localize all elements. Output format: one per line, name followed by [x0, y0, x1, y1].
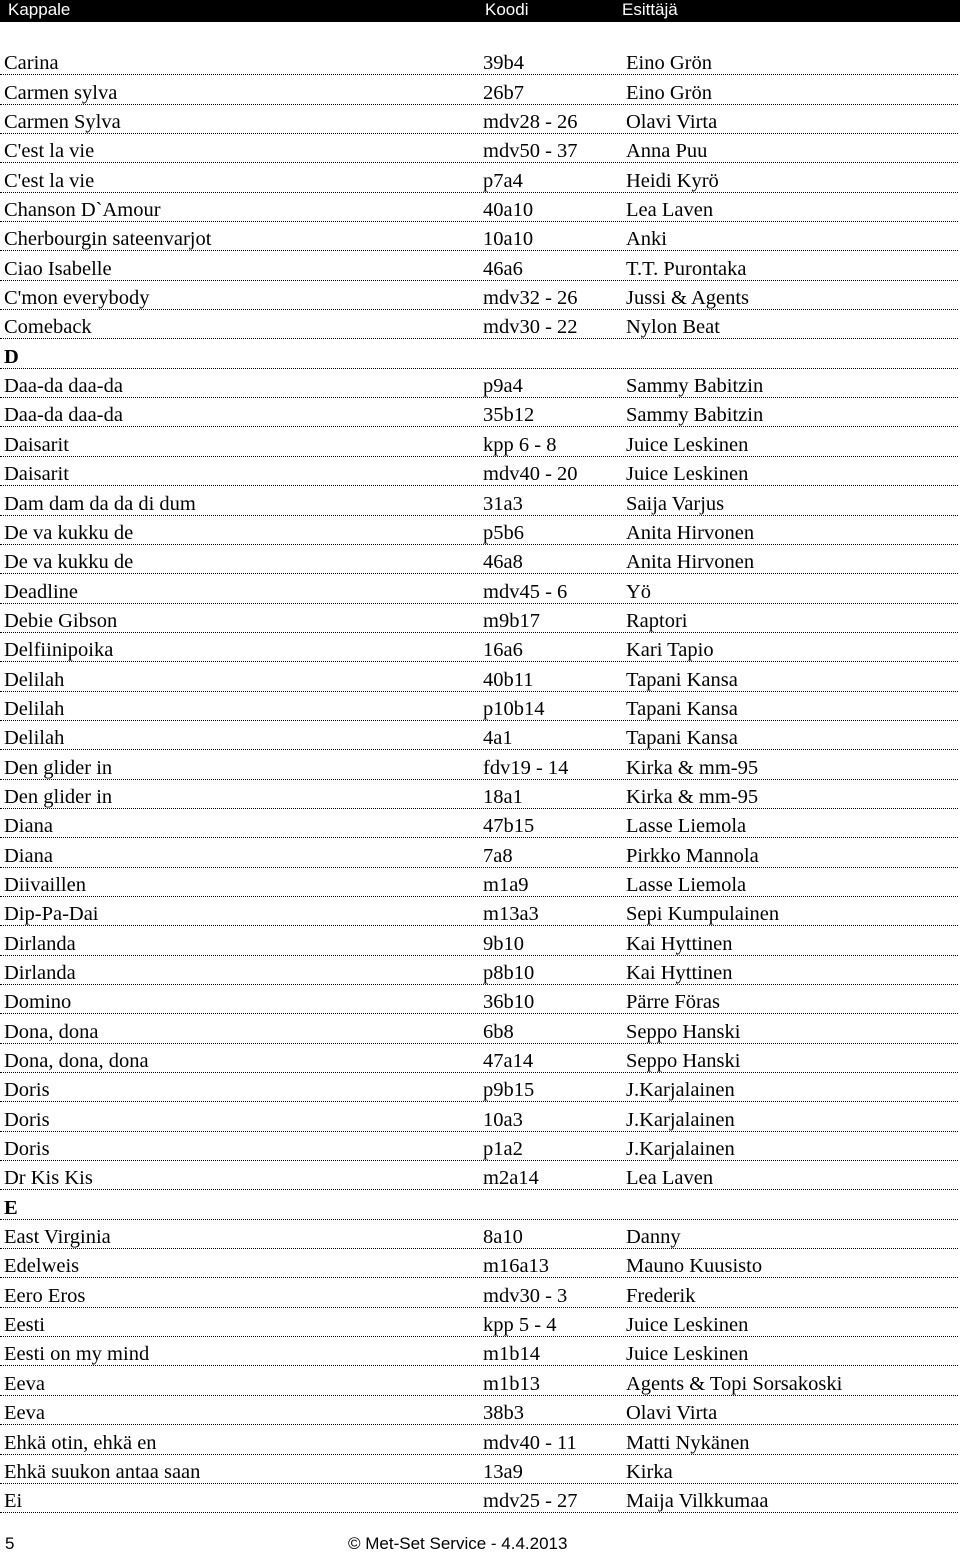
code-cell: p9a4	[483, 375, 523, 398]
artist-cell: Agents & Topi Sorsakoski	[626, 1372, 843, 1395]
song-cell: Ciao Isabelle	[4, 257, 112, 280]
table-row	[0, 1073, 958, 1102]
code-cell: 39b4	[483, 52, 524, 75]
table-row	[0, 457, 958, 486]
table-row	[0, 105, 958, 134]
song-cell: Den glider in	[4, 756, 113, 779]
code-cell: m2a14	[483, 1167, 539, 1190]
song-cell: Delilah	[4, 727, 65, 750]
table-row	[0, 809, 958, 838]
song-cell: Dona, dona, dona	[4, 1050, 149, 1073]
artist-cell: Kirka & mm-95	[626, 785, 759, 808]
artist-cell: Kai Hyttinen	[626, 962, 733, 984]
table-row	[0, 398, 958, 427]
code-cell: kpp 5 - 4	[483, 1314, 557, 1337]
artist-cell: Anna Puu	[626, 140, 708, 163]
code-cell: 13a9	[483, 1460, 523, 1483]
code-cell: m1a9	[483, 873, 529, 896]
code-cell: 8a10	[483, 1226, 523, 1249]
song-cell: Doris	[4, 1079, 50, 1102]
song-cell: Domino	[4, 991, 72, 1014]
table-row	[0, 721, 958, 750]
song-cell: Diana	[4, 844, 53, 867]
song-cell: Carmen Sylva	[4, 111, 121, 134]
code-cell: 46a6	[483, 257, 523, 280]
song-cell: Ei	[4, 1490, 23, 1513]
song-cell: Comeback	[4, 316, 92, 339]
artist-cell: Lea Laven	[626, 199, 714, 222]
artist-cell: Kari Tapio	[626, 639, 714, 662]
artist-cell: Yö	[626, 580, 652, 603]
table-row	[0, 1337, 958, 1366]
song-cell: Daisarit	[4, 433, 69, 456]
artist-cell: Seppo Hanski	[626, 1020, 741, 1043]
code-cell: 35b12	[483, 404, 535, 427]
song-cell: Dam dam da da di dum	[4, 492, 196, 515]
song-cell: Eesti on my mind	[4, 1343, 150, 1366]
song-cell: Daa-da daa-da	[4, 375, 123, 398]
artist-cell: Kirka	[626, 1460, 673, 1483]
code-cell: m16a13	[483, 1255, 550, 1278]
song-cell: Diana	[4, 815, 53, 838]
artist-cell: Pärre Föras	[626, 991, 720, 1014]
artist-cell: Sepi Kumpulainen	[626, 903, 780, 926]
table-row	[0, 222, 958, 251]
table-row	[0, 1132, 958, 1161]
table-row	[0, 662, 958, 691]
song-cell: De va kukku de	[4, 521, 134, 544]
column-header-bar	[0, 0, 960, 22]
artist-cell: Juice Leskinen	[626, 1314, 749, 1337]
artist-cell: Kirka & mm-95	[626, 756, 759, 779]
song-cell: Debie Gibson	[4, 609, 118, 632]
code-cell: p10b14	[483, 697, 545, 720]
song-cell: Eero Eros	[4, 1284, 86, 1307]
artist-cell: Sammy Babitzin	[626, 404, 764, 427]
table-row	[0, 1220, 958, 1249]
table-row	[0, 604, 958, 633]
table-row	[0, 545, 958, 574]
song-cell: C'mon everybody	[4, 287, 150, 310]
artist-cell: Tapani Kansa	[626, 727, 738, 750]
table-row	[0, 1366, 958, 1395]
code-cell: 10a10	[483, 228, 534, 251]
artist-cell: Jussi & Agents	[626, 287, 750, 310]
song-cell: D	[4, 345, 19, 368]
song-cell: Deadline	[4, 580, 78, 603]
table-row	[0, 692, 958, 721]
song-cell: Dirlanda	[4, 932, 76, 955]
song-cell: Eesti	[4, 1314, 45, 1337]
artist-cell: Anki	[626, 228, 667, 251]
song-cell: Cherbourgin sateenvarjot	[4, 228, 212, 251]
code-cell: mdv30 - 3	[483, 1284, 568, 1307]
table-row	[0, 780, 958, 809]
song-cell: Carina	[4, 52, 59, 75]
table-row	[0, 1278, 958, 1307]
code-cell: mdv28 - 26	[483, 111, 578, 134]
table-row	[0, 75, 958, 104]
artist-cell: Lasse Liemola	[626, 815, 747, 838]
table-row	[0, 281, 958, 310]
table-row	[0, 1425, 958, 1454]
code-cell: 36b10	[483, 991, 535, 1014]
code-cell: m1b14	[483, 1343, 540, 1366]
table-row	[0, 633, 958, 662]
section-heading-row	[0, 339, 958, 368]
table-row	[0, 1455, 958, 1484]
copyright-text: © Met-Set Service - 4.4.2013	[348, 1534, 568, 1553]
song-cell: Ehkä suukon antaa saan	[4, 1460, 201, 1483]
artist-cell: Juice Leskinen	[626, 463, 749, 486]
table-row	[0, 926, 958, 955]
code-cell: 18a1	[483, 785, 523, 808]
artist-cell: Olavi Virta	[626, 1402, 718, 1425]
code-cell: 26b7	[483, 81, 524, 104]
code-cell: mdv40 - 20	[483, 463, 578, 486]
song-cell: Delfiinipoika	[4, 639, 114, 662]
song-cell: Dip-Pa-Dai	[4, 903, 99, 926]
code-cell: 47b15	[483, 815, 535, 838]
artist-cell: T.T. Purontaka	[626, 257, 747, 280]
code-cell: mdv45 - 6	[483, 580, 568, 603]
song-cell: Diivaillen	[4, 873, 86, 896]
artist-cell: Sammy Babitzin	[626, 375, 764, 398]
code-cell: mdv30 - 22	[483, 316, 578, 339]
artist-cell: Pirkko Mannola	[626, 844, 759, 867]
table-row	[0, 1249, 958, 1278]
song-cell: Edelweis	[4, 1255, 80, 1278]
artist-cell: Anita Hirvonen	[626, 551, 755, 574]
artist-cell: Saija Varjus	[626, 492, 725, 515]
artist-cell: Juice Leskinen	[626, 433, 749, 456]
table-row	[0, 750, 958, 779]
code-cell: 9b10	[483, 932, 524, 955]
table-row	[0, 1484, 958, 1513]
code-cell: p9b15	[483, 1079, 535, 1102]
table-row	[0, 574, 958, 603]
code-cell: m9b17	[483, 609, 540, 632]
song-cell: Dona, dona	[4, 1020, 99, 1043]
song-cell: Dirlanda	[4, 962, 76, 984]
code-cell: p8b10	[483, 962, 535, 984]
song-cell: Dr Kis Kis	[4, 1167, 93, 1190]
artist-cell: Frederik	[626, 1284, 696, 1307]
code-cell: 10a3	[483, 1108, 523, 1131]
code-cell: p7a4	[483, 169, 523, 192]
code-cell: 6b8	[483, 1020, 514, 1043]
song-cell: East Virginia	[4, 1226, 111, 1249]
artist-cell: Raptori	[626, 609, 688, 632]
artist-cell: Lasse Liemola	[626, 873, 747, 896]
code-cell: m1b13	[483, 1372, 540, 1395]
artist-cell: J.Karjalainen	[626, 1108, 735, 1131]
table-row	[0, 310, 958, 339]
song-cell: Chanson D`Amour	[4, 199, 161, 222]
song-cell: Den glider in	[4, 785, 113, 808]
artist-cell: Olavi Virta	[626, 111, 718, 134]
code-cell: mdv50 - 37	[483, 140, 578, 163]
artist-cell: Matti Nykänen	[626, 1431, 750, 1454]
table-row	[0, 1044, 958, 1073]
artist-cell: Mauno Kuusisto	[626, 1255, 763, 1278]
code-cell: 40b11	[483, 668, 534, 691]
code-cell: kpp 6 - 8	[483, 433, 557, 456]
song-cell: Daa-da daa-da	[4, 404, 123, 427]
table-row	[0, 134, 958, 163]
table-row	[0, 1308, 958, 1337]
song-cell: C'est la vie	[4, 169, 95, 192]
code-cell: 47a14	[483, 1050, 534, 1073]
song-cell: Eeva	[4, 1372, 45, 1395]
code-cell: 16a6	[483, 639, 523, 662]
header-code: Koodi	[485, 0, 529, 19]
code-cell: p1a2	[483, 1138, 523, 1161]
table-row	[0, 369, 958, 398]
table-row	[0, 897, 958, 926]
artist-cell: Eino Grön	[626, 81, 712, 104]
song-cell: C'est la vie	[4, 140, 95, 163]
song-cell: Daisarit	[4, 463, 69, 486]
table-row	[0, 516, 958, 545]
artist-cell: Tapani Kansa	[626, 668, 738, 691]
code-cell: fdv19 - 14	[483, 756, 569, 779]
artist-cell: Tapani Kansa	[626, 697, 738, 720]
artist-cell: Lea Laven	[626, 1167, 714, 1190]
code-cell: p5b6	[483, 521, 524, 544]
artist-cell: J.Karjalainen	[626, 1079, 735, 1102]
table-row	[0, 1396, 958, 1425]
table-row	[0, 193, 958, 222]
song-cell: Eeva	[4, 1402, 45, 1425]
artist-cell: Kai Hyttinen	[626, 932, 733, 955]
song-table	[0, 46, 958, 1513]
header-song: Kappale	[8, 0, 71, 19]
artist-cell: Eino Grön	[626, 52, 712, 75]
song-cell: E	[4, 1196, 18, 1219]
table-row	[0, 486, 958, 515]
code-cell: mdv25 - 27	[483, 1490, 578, 1513]
song-cell: De va kukku de	[4, 551, 134, 574]
table-row	[0, 1161, 958, 1190]
table-row	[0, 1014, 958, 1043]
song-cell: Ehkä otin, ehkä en	[4, 1431, 157, 1454]
code-cell: 40a10	[483, 199, 534, 222]
song-cell: Doris	[4, 1108, 50, 1131]
page-number: 5	[5, 1534, 15, 1553]
code-cell: 38b3	[483, 1402, 524, 1425]
table-row	[0, 868, 958, 897]
table-row	[0, 985, 958, 1014]
artist-cell: Anita Hirvonen	[626, 521, 755, 544]
artist-cell: J.Karjalainen	[626, 1138, 735, 1161]
table-row	[0, 1102, 958, 1131]
table-row	[0, 251, 958, 280]
code-cell: 4a1	[483, 727, 513, 750]
table-row	[0, 956, 958, 985]
artist-cell: Nylon Beat	[626, 316, 720, 339]
table-row	[0, 838, 958, 867]
code-cell: 46a8	[483, 551, 523, 574]
song-cell: Delilah	[4, 697, 65, 720]
artist-cell: Heidi Kyrö	[626, 169, 719, 192]
header-artist: Esittäjä	[622, 0, 678, 19]
code-cell: m13a3	[483, 903, 539, 926]
artist-cell: Juice Leskinen	[626, 1343, 749, 1366]
artist-cell: Danny	[626, 1226, 681, 1249]
artist-cell: Maija Vilkkumaa	[626, 1490, 769, 1513]
page-footer	[0, 1533, 960, 1554]
code-cell: mdv40 - 11	[483, 1431, 577, 1454]
code-cell: mdv32 - 26	[483, 287, 578, 310]
table-row	[0, 46, 958, 75]
table-row	[0, 427, 958, 456]
table-row	[0, 163, 958, 192]
artist-cell: Seppo Hanski	[626, 1050, 741, 1073]
code-cell: 31a3	[483, 492, 523, 515]
song-cell: Doris	[4, 1138, 50, 1161]
code-cell: 7a8	[483, 844, 513, 867]
section-heading-row	[0, 1190, 958, 1219]
song-cell: Delilah	[4, 668, 65, 691]
song-cell: Carmen sylva	[4, 81, 118, 104]
